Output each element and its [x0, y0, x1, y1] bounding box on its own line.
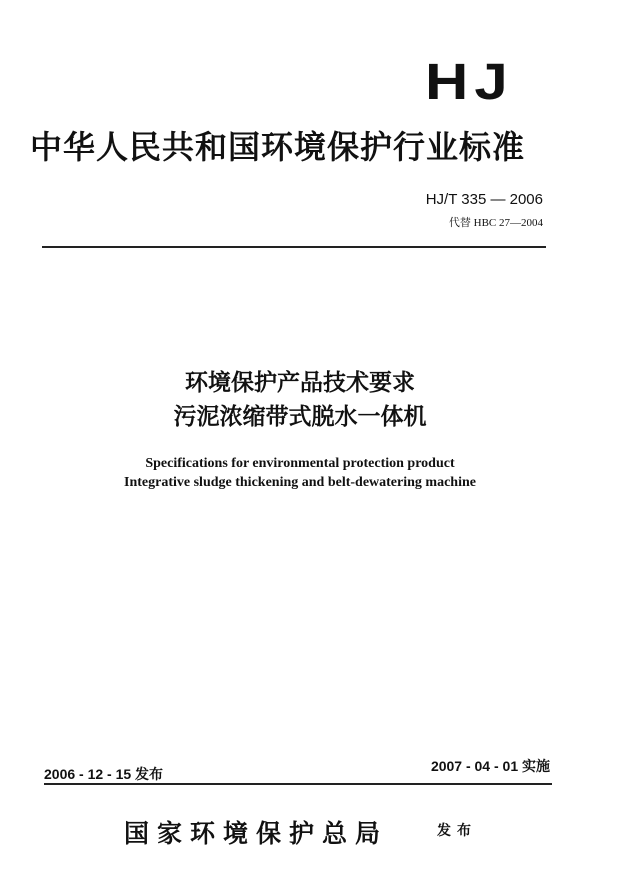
title-en-line1: Specifications for environmental protection product [145, 456, 455, 471]
standard-category-title: 中华人民共和国环境保护行业标准 [30, 128, 526, 166]
issuing-authority: 国家环境保护总局 [124, 819, 389, 848]
standard-code: HJ/T 335 — 2006 [425, 191, 543, 208]
title-en-line2: Integrative sludge thickening and belt-dewatering machine [124, 475, 476, 490]
replaces-standard: 代替 HBC 27—2004 [448, 217, 543, 229]
issue-label: 发布 [437, 823, 477, 839]
bottom-divider [44, 783, 552, 785]
hj-logo: HJ [425, 53, 514, 111]
implementation-date: 2007 - 04 - 01 实施 [430, 758, 550, 774]
title-cn-line2: 污泥浓缩带式脱水一体机 [173, 404, 427, 430]
top-divider [42, 246, 546, 248]
title-cn-line1: 环境保护产品技术要求 [185, 370, 415, 396]
issue-date: 2006 - 12 - 15 发布 [44, 766, 164, 782]
